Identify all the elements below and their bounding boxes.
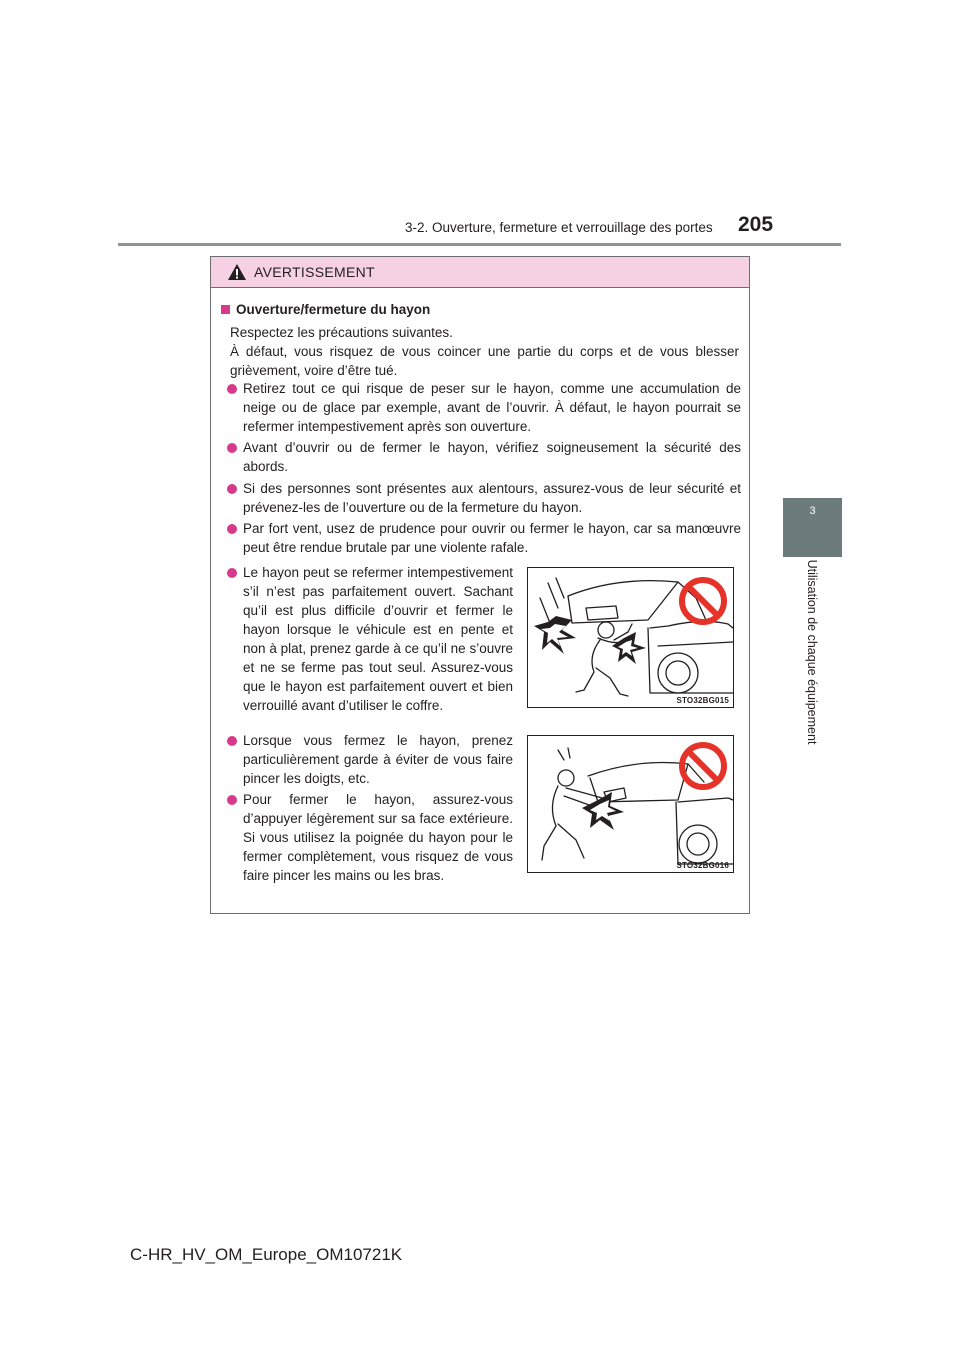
bullet-item: [243, 379, 741, 436]
bullet-dot-icon: [227, 524, 237, 534]
bullet-dot-icon: [227, 484, 237, 494]
prohibition-icon: [678, 741, 728, 791]
bullet-text: Retirez tout ce qui risque de peser sur le hayon, comme une accumulation de neige ou de glace par exemple, avant de l’ouvrir. À défaut, le hayon pourrait se refermer intempestivement après son ouverture.: [243, 381, 741, 434]
square-bullet-icon: [221, 305, 230, 314]
header-section-title: 3-2. Ouverture, fermeture et verrouillage des portes: [405, 220, 713, 235]
bullet-dot-icon: [227, 384, 237, 394]
warning-title: AVERTISSEMENT: [254, 264, 375, 280]
header-divider: [118, 243, 841, 246]
bullet-text: Le hayon peut se refermer intempestivement s’il n’est pas parfaitement ouvert. Sachant qu’il est plus difficile d’ouvrir et fermer le hayon lorsque le véhicule est en pente et non à plat, prenez garde à ce qu’il ne s’ouvre et ne se ferme pas tout seul. Assurez-vous que le hayon est parfaitement ouvert et bien verrouillé avant d’utiliser le coffre.: [243, 565, 513, 713]
document-code: C-HR_HV_OM_Europe_OM10721K: [130, 1245, 403, 1264]
intro-line-2: À défaut, vous risquez de vous coincer une partie du corps et de vous blesser grièvement, voire d’être tué.: [230, 344, 739, 378]
intro-line-1: Respectez les précautions suivantes.: [230, 325, 453, 340]
bullet-item: [243, 479, 741, 517]
bullet-text: Avant d’ouvrir ou de fermer le hayon, vérifiez soigneusement la sécurité des abords.: [243, 440, 741, 474]
illustration-tailgate-slope: [527, 567, 734, 708]
bullet-text: Si des personnes sont présentes aux alentours, assurez-vous de leur sécurité et prévenez-les de l’ouverture ou de la fermeture du hayon.: [243, 481, 741, 515]
figure-code: STO32BG016: [676, 861, 729, 870]
page-number: 205: [738, 213, 774, 236]
bullet-text: Lorsque vous fermez le hayon, prenez particulièrement garde à éviter de vous faire pincer les doigts, etc.: [243, 733, 513, 786]
bullet-dot-icon: [227, 736, 237, 746]
illustration-tailgate-pinch: [527, 735, 734, 873]
bullet-dot-icon: [227, 568, 237, 578]
bullet-item: [243, 731, 513, 788]
bullet-dot-icon: [227, 443, 237, 453]
bullet-item: [243, 438, 741, 476]
warning-header: [211, 257, 749, 288]
section-heading: [221, 302, 430, 317]
chapter-tab: [783, 498, 842, 557]
bullet-text: Pour fermer le hayon, assurez-vous d’appuyer légèrement sur sa face extérieure. Si vous utilisez la poignée du hayon pour le fermer complètement, vous risquez de vous faire pincer les mains ou les bras.: [243, 792, 513, 883]
section-heading-text: Ouverture/fermeture du hayon: [236, 302, 431, 317]
bullet-item: [243, 519, 741, 557]
bullet-dot-icon: [227, 795, 237, 805]
warning-box: [210, 256, 750, 914]
bullet-item: [243, 790, 513, 885]
bullet-text: Par fort vent, usez de prudence pour ouvrir ou fermer le hayon, car sa manœuvre peut être rendue brutale par une violente rafale.: [243, 521, 741, 555]
prohibition-icon: [678, 576, 728, 626]
chapter-title: Utilisation de chaque équipement: [805, 559, 819, 745]
warning-triangle-icon: [227, 263, 247, 281]
bullet-item: [243, 563, 513, 715]
figure-code: STO32BG015: [676, 696, 729, 705]
chapter-number: 3: [809, 505, 816, 517]
